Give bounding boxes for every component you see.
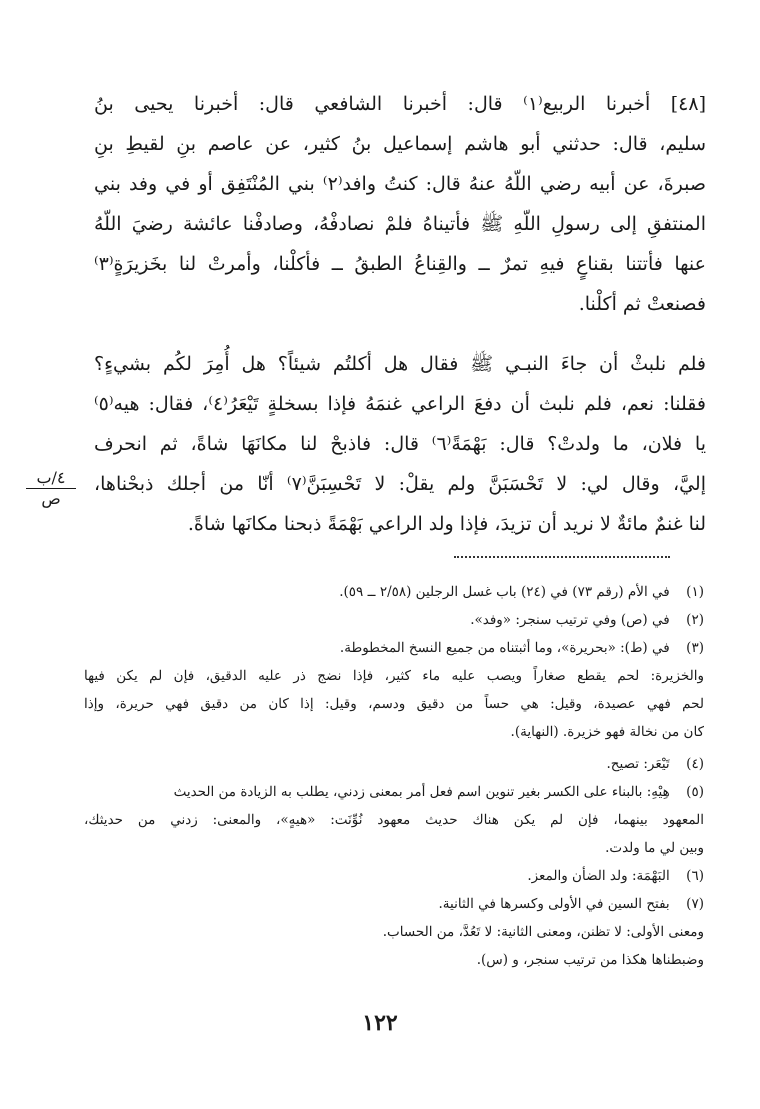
footnote-line: ومعنى الأولى: لا تظنن، ومعنى الثانية: لا تَعُدَّ، من الحساب. <box>382 924 704 940</box>
footnote <box>84 634 704 746</box>
footnote-line: كان من نخالة فهو خزيرة. (النهاية). <box>510 724 704 740</box>
footnote <box>84 778 704 862</box>
text-line: المنتفقِ إلى رسولِ اللّهِ ﷺ فأتيناهُ فلمْ نصادفْهُ، وصادفْنا عائشة رضيَ اللّهُ <box>94 213 706 235</box>
footnote-line <box>84 578 704 606</box>
footnote-divider <box>454 556 670 558</box>
footnote-line <box>84 778 704 806</box>
text-line: [٤٨] أخبرنا الربيع⁽١⁾ قال: أخبرنا الشافعي قال: أخبرنا يحيى بنُ <box>94 93 706 115</box>
footnote-number: (٣) <box>686 640 704 656</box>
footnote-line <box>84 862 704 890</box>
text-line: لنا غنمٌ مائةٌ لا نريد أن تزيدَ، فإذا ولد الراعي بَهْمَةً ذبحنا مكانَها شاةً. <box>187 513 706 535</box>
footnote-line <box>84 890 704 918</box>
footnote-line <box>84 606 704 634</box>
footnote-text: في (ط): «بحريرة»، وما أثبتناه من جميع النسخ المخطوطة. <box>339 640 670 656</box>
footnote-line: المعهود بينهما، فإن لم يكن هناك حديث معهود نُوِّنَت: «هيهٍ»، والمعنى: زدني من حديثك، <box>84 812 704 828</box>
text-line: إليَّ، وقال لي: لا تَحْسَبَنَّ ولم يقلْ: لا تَحْسِبَنَّ⁽٧⁾ أنّا من أجلك ذبحْناها، <box>94 473 706 495</box>
footnote-text: في الأم (رقم ٧٣) في (٢٤) باب غسل الرجلين (٢/٥٨ ــ ٥٩). <box>339 584 670 600</box>
footnote <box>84 862 704 890</box>
text-line: فصنعتْ ثم أكلْنا. <box>578 293 706 315</box>
paragraph-gap <box>94 324 706 344</box>
folio-marker-bottom: ص <box>41 489 61 508</box>
footnote-number: (١) <box>686 584 704 600</box>
footnote-line <box>84 750 704 778</box>
footnote-line <box>84 634 704 662</box>
text-line: يا فلان، ما ولدتْ؟ قال: بَهْمَةً⁽٦⁾ قال: فاذبحْ لنا مكانَهَا شاةً، ثم انحرف <box>94 433 706 455</box>
text-line: فقلنا: نعم، فلم نلبث أن دفعَ الراعي غنمَهُ فإذا بسخلةٍ تَيْعَرُ⁽٤⁾، فقال: هيه⁽٥⁾ <box>94 393 706 415</box>
footnote-line: والخزيرة: لحم يقطع صغاراً ويصب عليه ماء كثير، فإذا نضج ذر عليه الدقيق، فإن لم يكن فيها <box>84 668 704 684</box>
footnote-line: لحم فهي عصيدة، وقيل: هي حساً من دقيق ودسم، وقيل: إذا كان من دقيق فهي حريرة، وإذا <box>84 696 704 712</box>
footnote-number: (٧) <box>686 896 704 912</box>
footnotes <box>84 578 704 974</box>
footnote <box>84 606 704 634</box>
footnote-text: البَهْمَة: ولد الضأن والمعز. <box>527 868 670 884</box>
footnote <box>84 890 704 974</box>
manuscript-folio-marker <box>12 468 90 509</box>
footnote-number: (٥) <box>686 784 704 800</box>
text-line: فلم نلبثْ أن جاءَ النبـي ﷺ فقال هل أكلتُم شيئاً؟ هل أُمِرَ لكُم بشيءٍ؟ <box>94 353 706 375</box>
footnote-line: وبين لي ما ولدت. <box>605 840 704 856</box>
footnote <box>84 578 704 606</box>
folio-marker-top: ٤/ب <box>36 468 66 487</box>
footnote-number: (٢) <box>686 612 704 628</box>
text-line: عنها فأتتنا بقناعٍ فيهِ تمرٌ ــ والقِناعُ الطبقُ ــ فأكلْنا، وأمرتْ لنا بخَزيرَةٍ⁽٣⁾ <box>94 253 706 275</box>
main-text <box>94 84 706 544</box>
text-line: سليم، قال: حدثني أبو هاشم إسماعيل بنُ كثير، عن عاصم بنِ لقيطِ بنِ <box>94 133 706 155</box>
footnote-text: تَيْعَر: تصيح. <box>606 756 670 772</box>
text-line: صبرةَ، عن أبيه رضي اللّهُ عنهُ قال: كنتُ وافد⁽٢⁾ بني المُنْتَفِق أو في وفد بني <box>94 173 706 195</box>
page-number: ١٢٢ <box>362 1010 398 1036</box>
footnote-line: وضبطناها هكذا من ترتيب سنجر، و (س). <box>476 952 704 968</box>
footnote-number: (٤) <box>686 756 704 772</box>
footnote-text: هِيْهِ: بالبناء على الكسر بغير تنوين اسم فعل أمر بمعنى زدني، يطلب به الزيادة من الحديث <box>173 784 670 800</box>
footnote-text: بفتح السين في الأولى وكسرها في الثانية. <box>438 896 670 912</box>
footnote-text: في (ص) وفي ترتيب سنجر: «وفد». <box>470 612 670 628</box>
footnote-number: (٦) <box>686 868 704 884</box>
footnote <box>84 750 704 778</box>
